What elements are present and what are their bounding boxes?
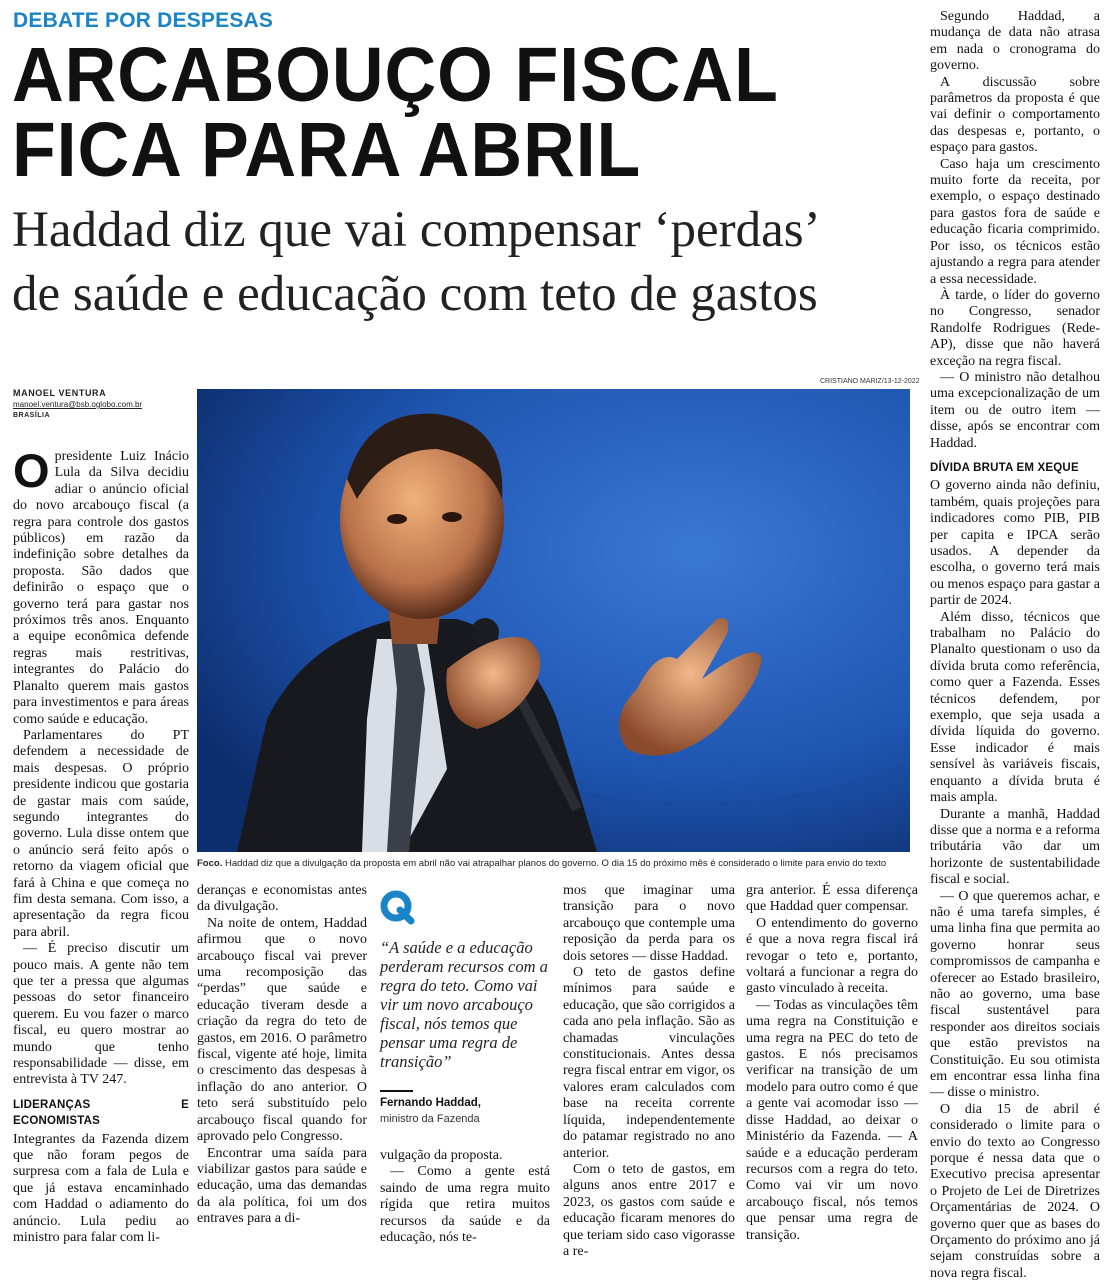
headline-line-2: FICA PARA ABRIL [12, 107, 642, 193]
article-photo [197, 389, 910, 852]
paragraph: mos que imaginar uma transição para o novo arcabouço que contemple uma reposição da perda para os dois setores — disse Haddad. [563, 883, 735, 964]
byline-place: BRASÍLIA [13, 412, 51, 419]
caption-text: Haddad diz que a divulgação da proposta em abril não vai atrapalhar planos do governo. O dia 15 do próximo mês é considerado o limite para envio do texto [222, 858, 887, 869]
paragraph: — O ministro não detalhou uma excepcionalização de um item ou de outro item — disse, após se encontrar com Haddad. [930, 369, 1100, 451]
photo-illustration [197, 389, 910, 852]
paragraph: Com o teto de gastos, em alguns anos entre 2017 e 2023, os gastos com saúde e educação ficaram menores do que teriam sido caso vigorasse a re- [563, 1161, 735, 1259]
paragraph: Na noite de ontem, Haddad afirmou que o novo arcabouço fiscal vai prever uma recomposição das “perdas” que saúde e educação tiveram desde a criação da regra do teto de gastos, em 2016. O parâmetro fiscal, vigente até hoje, limita o crescimento das despesas à inflação do ano anterior. O teto será substituído pelo arcabouço fiscal quando for aprovado pelo Congresso. [197, 915, 367, 1145]
caption-label: Foco. [197, 858, 223, 869]
paragraph: A discussão sobre parâmetros da proposta é que vai definir o comportamento das despesas e, portanto, o espaço para gastos. [930, 74, 1100, 156]
pull-quote: “A saúde e a educação perderam recursos com a regra do teto. Como vai vir um novo arcabouço fiscal, nós temos que pensar uma regra de transição” [380, 938, 548, 1071]
paragraph: Segundo Haddad, a mudança de data não atrasa em nada o cronograma do governo. [930, 9, 1100, 74]
paragraph: vulgação da proposta. [380, 1148, 503, 1163]
paragraph: Parlamentares do PT defendem a necessidade de mais despesas. O próprio presidente indicou que gostaria de gastar mais com saúde, segundo integrantes do governo. Lula disse ontem que o anúncio será feito após o retorno da viagem oficial que fará à China e que começa no fim desta semana. Com isso, a apresentação da regra ficou para abril. [13, 727, 189, 940]
headline [12, 32, 849, 193]
subheadline [12, 198, 922, 326]
paragraph: Além disso, técnicos que trabalham no Palácio do Planalto questionam o uso da dívida bruta como referência, como quer a Fazenda. Esses técnicos defendem, por exemplo, que seja usada a dívida líquida do governo. Esse indicador é mais sensível às variáveis fiscais, enquanto a dívida bruta é mais ampla. [930, 609, 1100, 806]
paragraph: À tarde, o líder do governo no Congresso, senador Randolfe Rodrigues (Rede-AP), disse que não haverá exceção na regra fiscal. [930, 287, 1100, 369]
paragraph: — O que queremos achar, e não é uma tarefa simples, é uma linha fina que permita ao governo honrar seus compromissos de campanha e oferecer ao Estado brasileiro, não ao governo, uma base fiscal sustentável para responder aos direitos sociais que estão previstos na Constituição. Eu sou otimista em encontrar essa linha fina — disse o ministro. [930, 888, 1100, 1101]
paragraph: O teto de gastos define mínimos para saúde e educação, que são corrigidos a cada ano pela inflação. São as chamadas vinculações constitucionais. Antes dessa regra fiscal entrar em vigor, os valores eram calculados com base na receita corrente líquida, independentemente do patamar registrado no ano anterior. [563, 965, 735, 1161]
paragraph: Encontrar uma saída para viabilizar gastos para saúde e educação, uma das demandas da ala política, foi um dos entraves para a di- [197, 1145, 367, 1227]
quote-icon [380, 890, 414, 924]
section-subhead: DÍVIDA BRUTA EM XEQUE [930, 461, 1079, 474]
paragraph: O governo ainda não definiu, também, quais projeções para indicadores como PIB, PIB per capita e IPCA serão usados. A depender da escolha, o governo terá mais ou menos espaço para gastar a partir de 2024. [930, 478, 1100, 609]
paragraph: Caso haja um crescimento muito forte da receita, por exemplo, o espaço destinado para gastos fora de saúde e educação ficaria comprimido. Por isso, os técnicos estão ajustando a regra para atender a essa necessidade. [930, 156, 1100, 287]
paragraph: O entendimento do governo é que a nova regra fiscal irá revogar o teto e, portanto, voltará a funcionar a regra do gasto vinculado à receita. [746, 915, 918, 997]
paragraph: Integrantes da Fazenda dizem que não foram pegos de surpresa com a fala de Lula e que já estava encaminhado com Haddad o adiamento do anúncio. Lula pediu ao ministro para falar com li- [13, 1131, 189, 1246]
article-column-3 [380, 1148, 550, 1246]
subheadline-line-1: Haddad diz que vai compensar ‘perdas’ [12, 202, 821, 258]
section-kicker: DEBATE POR DESPESAS [13, 9, 274, 32]
article-column-5 [746, 883, 918, 1244]
photo-credit: CRISTIANO MARIZ/13-12-2022 [820, 378, 920, 385]
paragraph: presidente Luiz Inácio Lula da Silva decidiu adiar o anúncio oficial do novo arcabouço fiscal (a regra para controle dos gastos públicos) em razão da indefinição sobre detalhes da proposta. São dados que definirão o espaço que o governo terá para gastar nos próximos três anos. Enquanto a equipe econômica defende regras mais restritivas, integrantes do Palácio do Planalto querem mais gastos para investimentos e para áreas como saúde e educação. [13, 449, 189, 727]
article-column-6 [930, 9, 1100, 1282]
byline [13, 388, 193, 419]
byline-author: MANOEL VENTURA [13, 388, 107, 398]
quote-divider [380, 1090, 413, 1092]
paragraph: Durante a manhã, Haddad disse que a norma e a reforma tributária vão dar um horizonte de sustentabilidade fiscal e social. [930, 806, 1100, 888]
section-subhead: LIDERANÇAS E ECONOMISTAS [13, 1098, 189, 1128]
quote-author-role: ministro da Fazenda [380, 1113, 480, 1125]
paragraph: — É preciso discutir um pouco mais. A gente não tem que ter a pressa que algumas pessoas do setor financeiro querem. Eu vou fazer o marco fiscal, eu quero mostrar ao mundo que tenho responsabilidade — disse, em entrevista à TV 247. [13, 941, 189, 1088]
drop-cap: O [13, 444, 50, 497]
paragraph: gra anterior. É essa diferença que Haddad quer compensar. [746, 883, 918, 915]
subheadline-line-2: de saúde e educação com teto de gastos [12, 266, 818, 322]
paragraph: — Todas as vinculações têm uma regra na Constituição e uma regra na PEC do teto de gastos. E nós precisamos verificar na transição de um modelo para outro como é que a gente vai acomodar isso — disse Haddad, ao deixar o Ministério da Fazenda. — A saúde e a educação perderam recursos com a regra do teto. Como vai vir um novo arcabouço fiscal, nós temos que pensar uma regra de transição. [746, 997, 918, 1243]
byline-email-link[interactable]: manoel.ventura@bsb.oglobo.com.br [13, 400, 143, 409]
photo-caption [197, 858, 910, 869]
paragraph: O dia 15 de abril é considerado o limite para o envio do texto ao Congresso porque é nessa data que o Executivo precisa apresentar o Projeto de Lei de Diretrizes Orçamentárias de 2024. O governo quer que as bases do Orçamento do próximo ano já sejam construídas sobre a nova regra fiscal. [930, 1101, 1100, 1281]
article-column-2 [197, 883, 367, 1228]
article-column-1 [13, 444, 189, 1247]
paragraph: deranças e economistas antes da divulgação. [197, 883, 367, 915]
article-column-4 [563, 883, 735, 1260]
paragraph: — Como a gente está saindo de uma regra muito rígida que retira muitos recursos da saúde e da educação, nós te- [380, 1164, 550, 1246]
quote-author: Fernando Haddad, [380, 1097, 481, 1109]
headline-line-1: ARCABOUÇO FISCAL [12, 32, 779, 118]
